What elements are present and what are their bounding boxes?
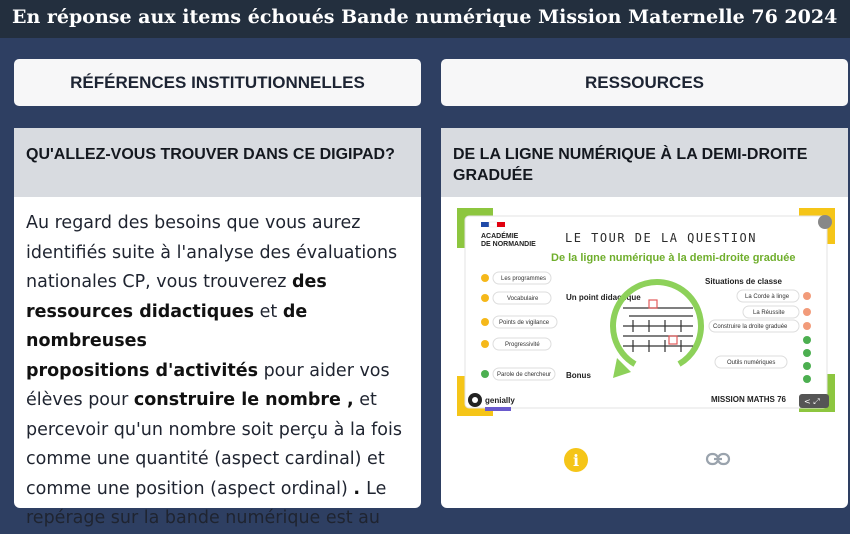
slide-footer: MISSION MATHS 76: [711, 395, 786, 404]
text-line: percevoir qu'un nombre soit perçu à la fois: [26, 419, 402, 440]
slide-item: Les programmes: [501, 276, 547, 282]
text-line: Au regard des besoins que vous aurez: [26, 213, 361, 233]
top-bar: [0, 0, 850, 38]
slide-item: Outils numériques: [727, 360, 776, 366]
text-line: comme une quantité (aspect cardinal) et: [26, 449, 385, 469]
column-header-references[interactable]: RÉFÉRENCES INSTITUTIONNELLES: [14, 59, 421, 106]
card-title: QU'ALLEZ-VOUS TROUVER DANS CE DIGIPAD?: [14, 128, 421, 197]
slide-item: Parole de chercheur: [497, 372, 552, 378]
academy-line-1: ACADÉMIE: [481, 233, 519, 240]
genially-brand: genially: [485, 396, 515, 405]
text-line: nationales CP, vous trouverez des: [26, 272, 327, 292]
slide-headline: LE TOUR DE LA QUESTION: [565, 231, 757, 245]
center-label: Un point didactique: [566, 293, 641, 302]
text-line: propositions d'activités pour aider vos: [26, 360, 390, 381]
card-title: DE LA LIGNE NUMÉRIQUE À LA DEMI-DROITE GRADUÉE: [441, 128, 848, 197]
card-footer-icons: [441, 446, 848, 476]
slide-item: Construire la droite graduée: [713, 324, 788, 330]
column-header-resources[interactable]: RESSOURCES: [441, 59, 848, 106]
text-line: élèves pour construire le nombre , et: [26, 390, 377, 410]
slide-item: Progressivité: [505, 342, 540, 348]
slide-subtitle: De la ligne numérique à la demi-droite graduée: [551, 252, 796, 264]
svg-text:< ⤢: < ⤢: [804, 397, 820, 406]
page-title: En réponse aux items échoués Bande numérique Mission Maternelle 76 2024: [12, 6, 838, 28]
settings-icon: [818, 215, 832, 229]
card-body: [14, 197, 421, 534]
slide-item: Vocabulaire: [507, 296, 539, 302]
slide-item: La Corde à linge: [745, 294, 790, 300]
genially-preview-image[interactable]: [453, 208, 839, 416]
link-icon[interactable]: [705, 450, 731, 468]
bonus-label: Bonus: [566, 371, 591, 380]
info-icon[interactable]: i: [564, 448, 588, 472]
text-line: comme une position (aspect ordinal) . Le: [26, 478, 387, 499]
text-line: ressources didactiques et de nombreuses: [26, 301, 308, 351]
slide-item: Points de vigilance: [499, 320, 550, 326]
slide-item: La Réussite: [753, 310, 785, 316]
card-ligne-numerique[interactable]: [441, 128, 848, 508]
academy-line-2: DE NORMANDIE: [481, 241, 536, 248]
card-digipad-intro[interactable]: [14, 128, 421, 528]
text-line: repérage sur la bande numérique est au: [26, 508, 380, 528]
situations-title: Situations de classe: [705, 277, 782, 286]
text-line: identifiés suite à l'analyse des évaluations: [26, 242, 398, 263]
